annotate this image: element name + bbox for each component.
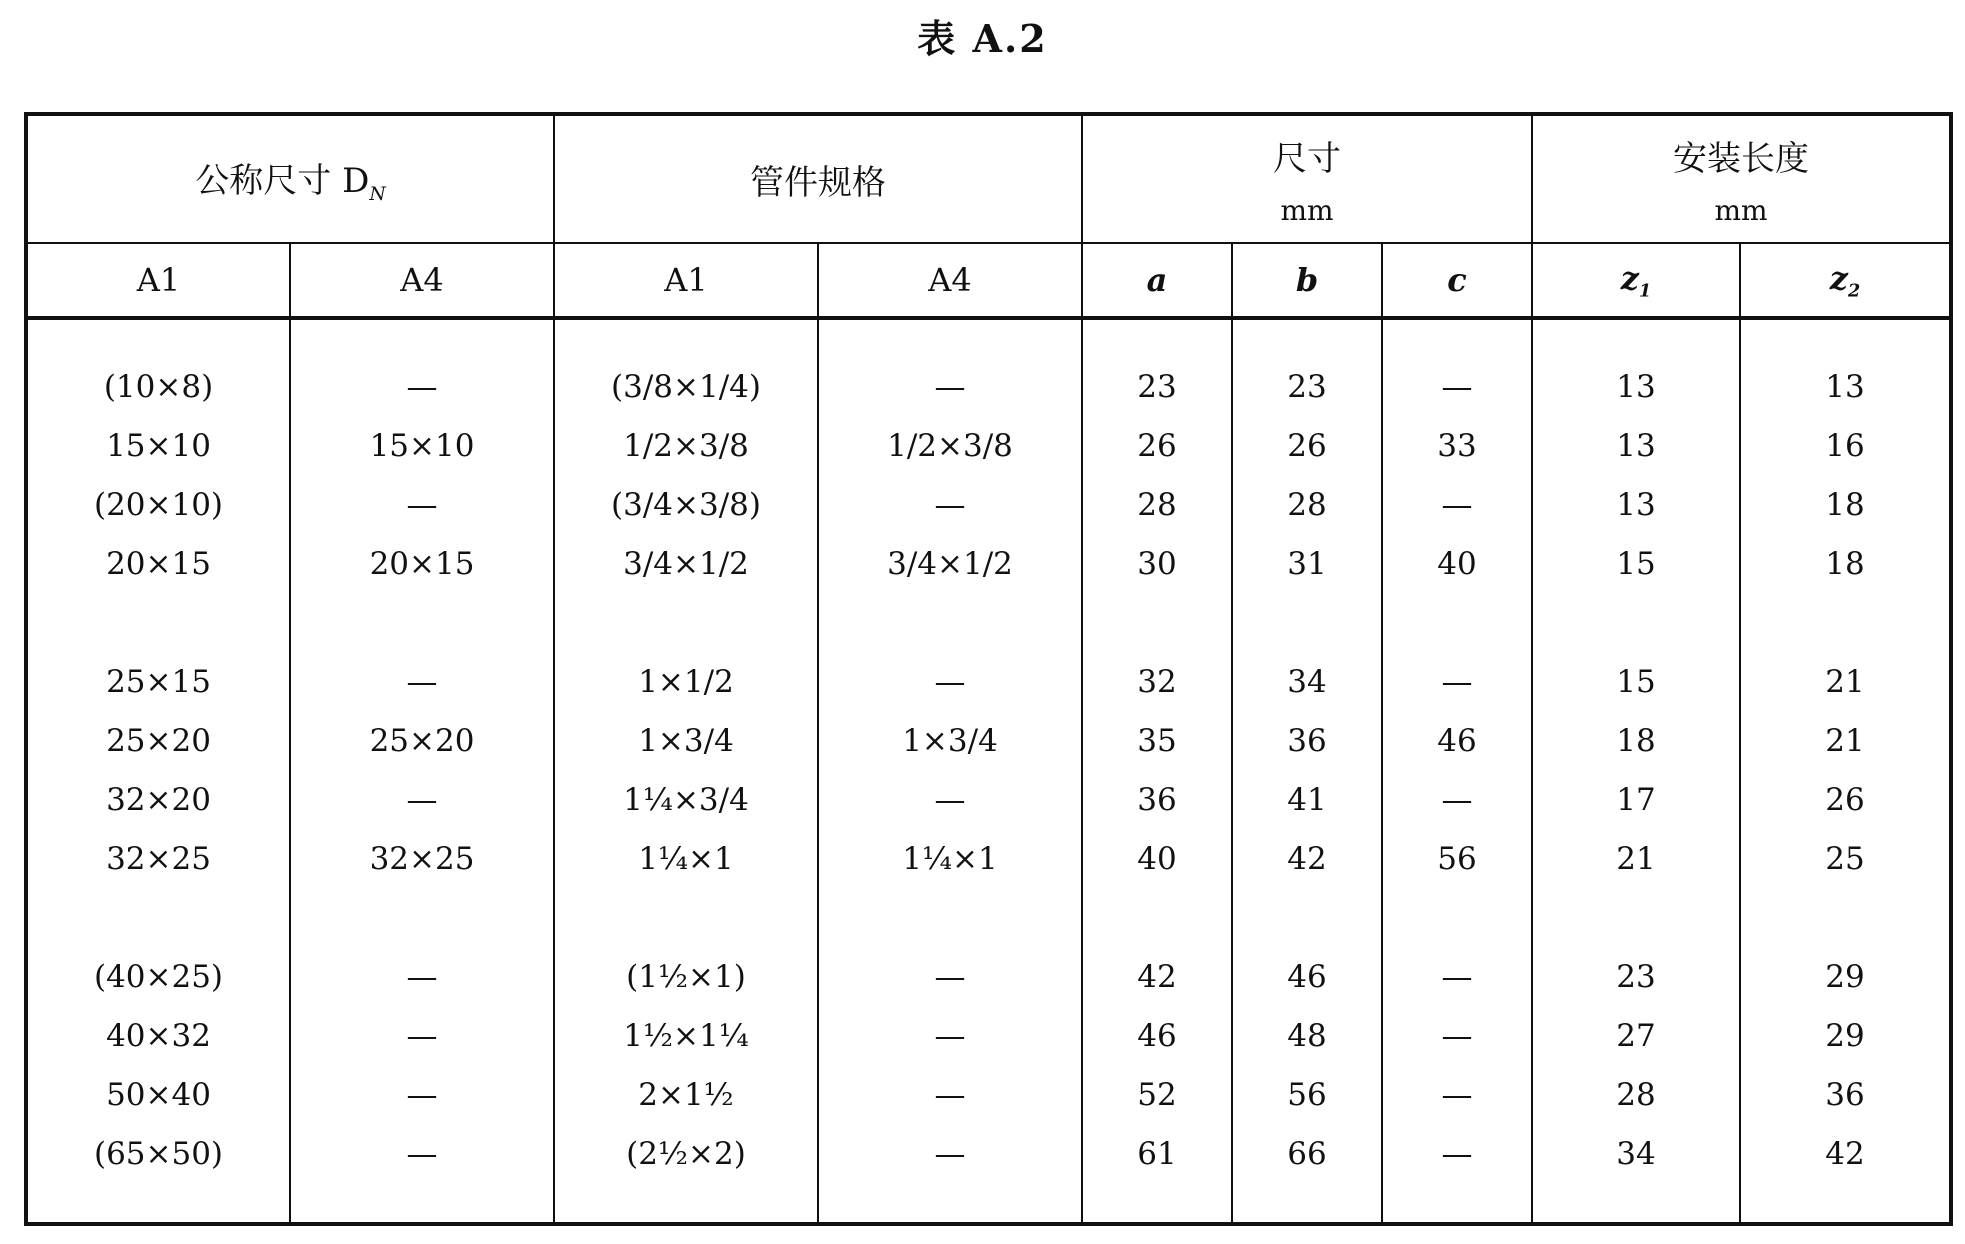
fitting-spec-header: 管件规格 bbox=[554, 114, 1082, 243]
table-cell: 21 bbox=[1532, 830, 1740, 889]
table-cell: 40×32 bbox=[26, 1007, 290, 1066]
table-cell: — bbox=[290, 476, 554, 535]
spacer-cell bbox=[818, 1184, 1082, 1224]
table-body bbox=[26, 318, 1951, 1224]
spacer-cell bbox=[818, 318, 1082, 358]
table-row bbox=[26, 712, 1951, 771]
table-cell: 42 bbox=[1740, 1125, 1951, 1184]
table-cell: 1×3/4 bbox=[818, 712, 1082, 771]
spacer-cell bbox=[1532, 889, 1740, 948]
spacer-cell bbox=[290, 594, 554, 653]
spacer-cell bbox=[26, 1184, 290, 1224]
dimensions-unit: mm bbox=[1280, 194, 1334, 227]
nominal-size-header: 公称尺寸 $D_N$ bbox=[26, 114, 554, 243]
spacer-cell bbox=[1232, 594, 1382, 653]
table-cell: 17 bbox=[1532, 771, 1740, 830]
spacer-row bbox=[26, 889, 1951, 948]
spacer-cell bbox=[1740, 1184, 1951, 1224]
table-cell: 15 bbox=[1532, 535, 1740, 594]
spacer-cell bbox=[1232, 318, 1382, 358]
col-header-spec-a1: A1 bbox=[554, 243, 818, 318]
table-cell: 1½×1¼ bbox=[554, 1007, 818, 1066]
table-cell: 3/4×1/2 bbox=[818, 535, 1082, 594]
table-row bbox=[26, 948, 1951, 1007]
table-cell: — bbox=[290, 1125, 554, 1184]
table-cell: 36 bbox=[1232, 712, 1382, 771]
table-cell: — bbox=[818, 1066, 1082, 1125]
col-header-spec-a4: A4 bbox=[818, 243, 1082, 318]
table-cell: 15×10 bbox=[26, 417, 290, 476]
table-cell: 13 bbox=[1532, 417, 1740, 476]
table-cell: (2½×2) bbox=[554, 1125, 818, 1184]
table-cell: 3/4×1/2 bbox=[554, 535, 818, 594]
table-row bbox=[26, 1125, 1951, 1184]
table-cell: 2×1½ bbox=[554, 1066, 818, 1125]
table-cell: 29 bbox=[1740, 948, 1951, 1007]
table-cell: 13 bbox=[1532, 476, 1740, 535]
table-row bbox=[26, 535, 1951, 594]
spacer-row bbox=[26, 594, 1951, 653]
group-header-row bbox=[26, 114, 1951, 243]
table-row bbox=[26, 476, 1951, 535]
spacer-cell bbox=[1382, 594, 1532, 653]
spacer-cell bbox=[1532, 318, 1740, 358]
spacer-cell bbox=[1082, 1184, 1232, 1224]
table-cell: 29 bbox=[1740, 1007, 1951, 1066]
col-header-b: b bbox=[1232, 243, 1382, 318]
table-cell: (1½×1) bbox=[554, 948, 818, 1007]
install-length-unit: mm bbox=[1714, 194, 1768, 227]
table-cell: — bbox=[1382, 358, 1532, 417]
table-cell: 61 bbox=[1082, 1125, 1232, 1184]
table-cell: 15 bbox=[1532, 653, 1740, 712]
table-cell: 26 bbox=[1082, 417, 1232, 476]
dimensions-header: 尺寸 mm bbox=[1082, 114, 1532, 243]
table-cell: 23 bbox=[1232, 358, 1382, 417]
table-cell: 23 bbox=[1082, 358, 1232, 417]
table-cell: (40×25) bbox=[26, 948, 290, 1007]
table-cell: — bbox=[818, 1007, 1082, 1066]
table-cell: 28 bbox=[1532, 1066, 1740, 1125]
table-cell: — bbox=[290, 358, 554, 417]
table-title: 表 A.2 bbox=[917, 16, 1048, 61]
spacer-cell bbox=[554, 318, 818, 358]
table-cell: 40 bbox=[1082, 830, 1232, 889]
table-cell: 31 bbox=[1232, 535, 1382, 594]
table-cell: (3/4×3/8) bbox=[554, 476, 818, 535]
table-cell: 40 bbox=[1382, 535, 1532, 594]
table-cell: 46 bbox=[1232, 948, 1382, 1007]
table-cell: (10×8) bbox=[26, 358, 290, 417]
column-header-row bbox=[26, 243, 1951, 318]
table-cell: 27 bbox=[1532, 1007, 1740, 1066]
table-cell: 1/2×3/8 bbox=[554, 417, 818, 476]
table-row bbox=[26, 653, 1951, 712]
table-cell: 46 bbox=[1082, 1007, 1232, 1066]
table-cell: 21 bbox=[1740, 712, 1951, 771]
table-cell: 1¼×3/4 bbox=[554, 771, 818, 830]
table-cell: 26 bbox=[1232, 417, 1382, 476]
table-cell: — bbox=[290, 1007, 554, 1066]
table-cell: 16 bbox=[1740, 417, 1951, 476]
spacer-cell bbox=[1382, 1184, 1532, 1224]
table-cell: 28 bbox=[1232, 476, 1382, 535]
table-cell: 1/2×3/8 bbox=[818, 417, 1082, 476]
table-cell: 20×15 bbox=[26, 535, 290, 594]
spacer-cell bbox=[1740, 889, 1951, 948]
col-header-z2: $z_2$ bbox=[1740, 243, 1951, 318]
table-cell: 18 bbox=[1532, 712, 1740, 771]
col-header-dn-a4: A4 bbox=[290, 243, 554, 318]
table-cell: 23 bbox=[1532, 948, 1740, 1007]
col-header-c: c bbox=[1382, 243, 1532, 318]
table-cell: 50×40 bbox=[26, 1066, 290, 1125]
spacer-cell bbox=[554, 889, 818, 948]
spacer-cell bbox=[26, 889, 290, 948]
table-cell: (65×50) bbox=[26, 1125, 290, 1184]
col-header-dn-a1: A1 bbox=[26, 243, 290, 318]
table-cell: — bbox=[818, 358, 1082, 417]
table-cell: 33 bbox=[1382, 417, 1532, 476]
table-cell: 41 bbox=[1232, 771, 1382, 830]
table-cell: — bbox=[1382, 948, 1532, 1007]
table-cell: — bbox=[1382, 476, 1532, 535]
spacer-cell bbox=[818, 594, 1082, 653]
table-cell: 25×20 bbox=[290, 712, 554, 771]
table-cell: 42 bbox=[1232, 830, 1382, 889]
table-cell: 1×1/2 bbox=[554, 653, 818, 712]
table-cell: — bbox=[818, 653, 1082, 712]
table-cell: 1×3/4 bbox=[554, 712, 818, 771]
spacer-cell bbox=[1382, 889, 1532, 948]
table-cell: — bbox=[290, 948, 554, 1007]
spacer-cell bbox=[26, 318, 290, 358]
table-cell: — bbox=[818, 476, 1082, 535]
spacer-cell bbox=[1740, 318, 1951, 358]
spacer-cell bbox=[1232, 1184, 1382, 1224]
table-cell: — bbox=[1382, 1125, 1532, 1184]
table-cell: 52 bbox=[1082, 1066, 1232, 1125]
table-cell: — bbox=[1382, 1007, 1532, 1066]
table-cell: 21 bbox=[1740, 653, 1951, 712]
table-cell: 66 bbox=[1232, 1125, 1382, 1184]
table-cell: — bbox=[818, 771, 1082, 830]
fitting-dimensions-table bbox=[24, 112, 1953, 1226]
table-cell: 26 bbox=[1740, 771, 1951, 830]
table-cell: 25 bbox=[1740, 830, 1951, 889]
table-cell: 25×20 bbox=[26, 712, 290, 771]
table-cell: 15×10 bbox=[290, 417, 554, 476]
spacer-row bbox=[26, 318, 1951, 358]
table-cell: (3/8×1/4) bbox=[554, 358, 818, 417]
table-cell: — bbox=[1382, 653, 1532, 712]
table-cell: — bbox=[1382, 1066, 1532, 1125]
table-cell: (20×10) bbox=[26, 476, 290, 535]
spacer-cell bbox=[818, 889, 1082, 948]
table-cell: 34 bbox=[1232, 653, 1382, 712]
spacer-cell bbox=[1532, 1184, 1740, 1224]
table-cell: 13 bbox=[1532, 358, 1740, 417]
table-cell: — bbox=[1382, 771, 1532, 830]
table-row bbox=[26, 771, 1951, 830]
table-cell: 32×25 bbox=[290, 830, 554, 889]
table-row bbox=[26, 417, 1951, 476]
spacer-cell bbox=[1082, 889, 1232, 948]
spacer-cell bbox=[290, 1184, 554, 1224]
table-row bbox=[26, 830, 1951, 889]
spacer-cell bbox=[554, 594, 818, 653]
col-header-z1: $z_1$ bbox=[1532, 243, 1740, 318]
spacer-cell bbox=[1232, 889, 1382, 948]
table-cell: 32 bbox=[1082, 653, 1232, 712]
nominal-size-subscript: N bbox=[369, 183, 386, 205]
spacer-cell bbox=[554, 1184, 818, 1224]
table-row bbox=[26, 1066, 1951, 1125]
spacer-cell bbox=[290, 889, 554, 948]
table-cell: — bbox=[290, 771, 554, 830]
table-cell: — bbox=[818, 1125, 1082, 1184]
spacer-cell bbox=[1740, 594, 1951, 653]
table-cell: 32×25 bbox=[26, 830, 290, 889]
install-length-header: 安装长度 mm bbox=[1532, 114, 1951, 243]
table-cell: 46 bbox=[1382, 712, 1532, 771]
table-cell: 28 bbox=[1082, 476, 1232, 535]
table-cell: 56 bbox=[1232, 1066, 1382, 1125]
table-cell: 36 bbox=[1740, 1066, 1951, 1125]
table-cell: 18 bbox=[1740, 476, 1951, 535]
table-cell: 36 bbox=[1082, 771, 1232, 830]
table-cell: 35 bbox=[1082, 712, 1232, 771]
table-cell: 20×15 bbox=[290, 535, 554, 594]
table-row bbox=[26, 358, 1951, 417]
spacer-cell bbox=[290, 318, 554, 358]
spacer-cell bbox=[1082, 594, 1232, 653]
table-cell: 18 bbox=[1740, 535, 1951, 594]
table-cell: 1¼×1 bbox=[818, 830, 1082, 889]
spacer-cell bbox=[1082, 318, 1232, 358]
spacer-cell bbox=[1532, 594, 1740, 653]
table-cell: 1¼×1 bbox=[554, 830, 818, 889]
table-row bbox=[26, 1007, 1951, 1066]
table-cell: — bbox=[818, 948, 1082, 1007]
table-cell: 30 bbox=[1082, 535, 1232, 594]
table-cell: 48 bbox=[1232, 1007, 1382, 1066]
table-cell: 13 bbox=[1740, 358, 1951, 417]
table-cell: 42 bbox=[1082, 948, 1232, 1007]
table-cell: — bbox=[290, 1066, 554, 1125]
spacer-cell bbox=[26, 594, 290, 653]
table-cell: — bbox=[290, 653, 554, 712]
table-cell: 32×20 bbox=[26, 771, 290, 830]
spacer-row bbox=[26, 1184, 1951, 1224]
table-cell: 34 bbox=[1532, 1125, 1740, 1184]
spacer-cell bbox=[1382, 318, 1532, 358]
table-cell: 25×15 bbox=[26, 653, 290, 712]
col-header-a: a bbox=[1082, 243, 1232, 318]
table-cell: 56 bbox=[1382, 830, 1532, 889]
